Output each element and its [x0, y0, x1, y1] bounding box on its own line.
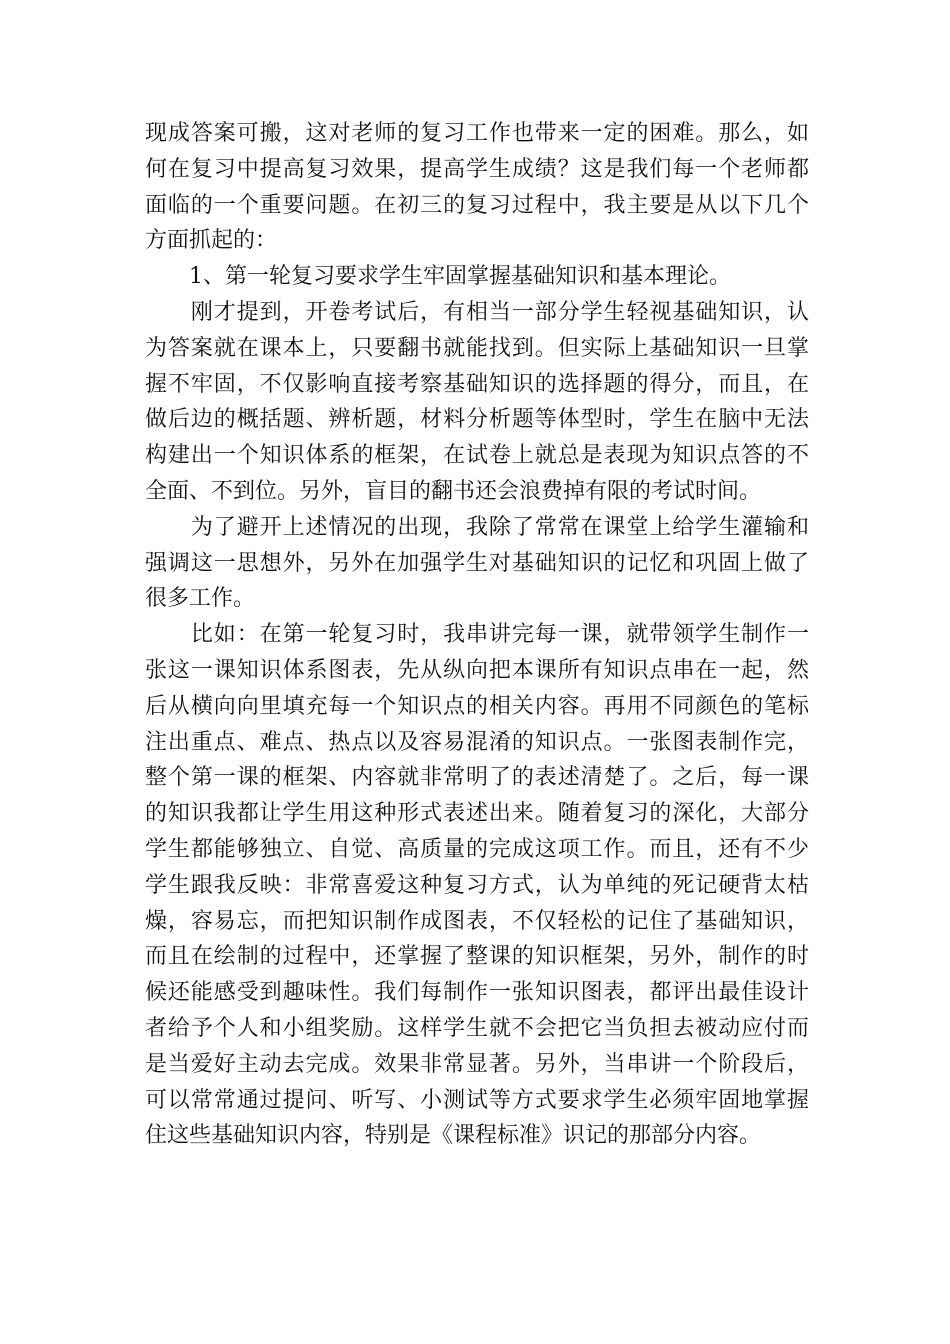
text-line: 握不牢固，不仅影响直接考察基础知识的选择题的得分，而且，在 — [145, 371, 809, 397]
text-line: 候还能感受到趣味性。我们每制作一张知识图表，都评出最佳设计 — [145, 980, 809, 1006]
text-line: 整个第一课的框架、内容就非常明了的表述清楚了。之后，每一课 — [145, 765, 809, 791]
text-line: 构建出一个知识体系的框架，在试卷上就总是表现为知识点答的不 — [145, 443, 809, 469]
text-line: 可以常常通过提问、听写、小测试等方式要求学生必须牢固地掌握 — [145, 1087, 809, 1113]
text-line: 的知识我都让学生用这种形式表述出来。随着复习的深化，大部分 — [145, 801, 809, 827]
text-line: 全面、不到位。另外，盲目的翻书还会浪费掉有限的考试时间。 — [145, 478, 762, 504]
text-line: 而且在绘制的过程中，还掌握了整课的知识框架，另外，制作的时 — [145, 944, 809, 970]
text-line: 住这些基础知识内容，特别是《课程标准》识记的那部分内容。 — [145, 1123, 762, 1149]
text-line: 方面抓起的： — [145, 228, 278, 254]
text-line: 者给予个人和小组奖励。这样学生就不会把它当负担去被动应付而 — [145, 1015, 809, 1041]
text-line: 是当爱好主动去完成。效果非常显著。另外，当串讲一个阶段后， — [145, 1051, 809, 1077]
text-line: 学生跟我反映：非常喜爱这种复习方式，认为单纯的死记硬背太枯 — [145, 872, 809, 898]
text-line: 做后边的概括题、辨析题，材料分析题等体型时，学生在脑中无法 — [145, 407, 809, 433]
text-line: 注出重点、难点、热点以及容易混淆的知识点。一张图表制作完， — [145, 729, 809, 755]
text-line: 现成答案可搬，这对老师的复习工作也带来一定的困难。那么，如 — [145, 121, 809, 146]
text-line: 燥，容易忘，而把知识制作成图表，不仅轻松的记住了基础知识， — [145, 908, 809, 934]
text-line: 何在复习中提高复习效果，提高学生成绩？这是我们每一个老师都 — [145, 156, 809, 182]
text-line: 张这一课知识体系图表，先从纵向把本课所有知识点串在一起，然 — [145, 657, 809, 683]
text-line: 面临的一个重要问题。在初三的复习过程中，我主要是从以下几个 — [145, 192, 809, 218]
text-line: 比如：在第一轮复习时，我串讲完每一课，就带领学生制作一 — [145, 622, 809, 648]
text-line: 强调这一思想外，另外在加强学生对基础知识的记忆和巩固上做了 — [145, 550, 809, 576]
text-line: 很多工作。 — [145, 586, 256, 612]
text-line: 为了避开上述情况的出现，我除了常常在课堂上给学生灌输和 — [145, 514, 809, 540]
text-line: 1、第一轮复习要求学生牢固掌握基础知识和基本理论。 — [145, 264, 731, 290]
text-line: 刚才提到，开卷考试后，有相当一部分学生轻视基础知识，认 — [145, 299, 809, 325]
body-text — [145, 116, 809, 1154]
text-line: 后从横向向里填充每一个知识点的相关内容。再用不同颜色的笔标 — [145, 693, 809, 719]
text-line: 为答案就在课本上，只要翻书就能找到。但实际上基础知识一旦掌 — [145, 335, 809, 361]
text-line: 学生都能够独立、自觉、高质量的完成这项工作。而且，还有不少 — [145, 836, 809, 862]
